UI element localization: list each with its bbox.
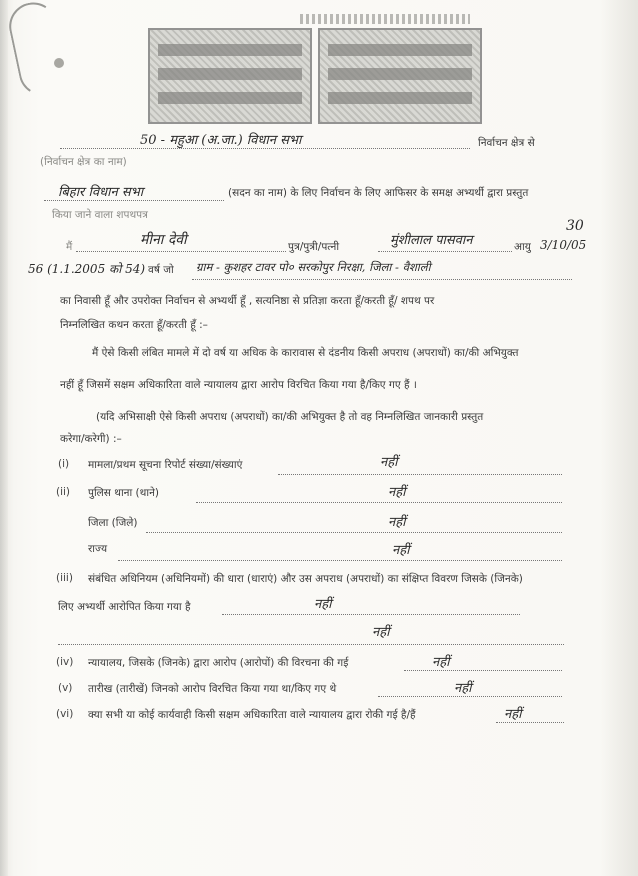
age-label: आयु xyxy=(514,241,531,253)
item-dotline xyxy=(118,560,562,561)
item-answer: नहीं xyxy=(504,707,522,722)
item-label: मामला/प्रथम सूचना रिपोर्ट संख्या/संख्याएं xyxy=(88,459,243,471)
stamp-header-strip xyxy=(300,14,470,24)
residence-oath-line: का निवासी हूँ और उपरोक्त निर्वाचन से अभ्यर्थी हूँ , सत्यनिष्ठा से प्रतिज्ञा करता हूँ/करती हूँ/ शपथ पर xyxy=(60,295,435,307)
item-label: क्या सभी या कोई कार्यवाही किसी सक्षम अधिकारिता वाले न्यायालय द्वारा रोकी गई है/हैं xyxy=(88,709,416,721)
clause2-line1: (यदि अभिसाक्षी ऐसे किसी अपराध (अपराधों) का/की अभियुक्त है तो वह निम्नलिखित जानकारी प्रस्तुत xyxy=(96,411,484,423)
item-number: (v) xyxy=(58,682,73,694)
item-dotline xyxy=(196,502,562,503)
revenue-stamp-left xyxy=(148,28,312,124)
item-number: (ii) xyxy=(56,486,71,498)
item-label: संबंधित अधिनियम (अधिनियमों) की धारा (धाराएं) और उस अपराध (अपराधों) का संक्षिप्त विवरण जिसके (जिनके) xyxy=(88,573,523,585)
constituency-dotline xyxy=(60,148,470,149)
clause1-line2: नहीं हूँ जिसमें सक्षम अधिकारिता वाले न्यायालय द्वारा आरोप विरचित किया गया है/किए गए हैं । xyxy=(60,379,417,391)
punch-hole xyxy=(54,58,64,68)
age-value: 56 (1.1.2005 को 54) xyxy=(28,262,146,276)
candidate-name-dotline xyxy=(76,251,286,252)
house-entry: बिहार विधान सभा xyxy=(58,185,144,200)
item-answer: नहीं xyxy=(388,515,406,530)
relation-label: पुत्र/पुत्री/पत्नी xyxy=(288,241,340,253)
item-answer: नहीं xyxy=(314,597,332,612)
item-answer: नहीं xyxy=(454,681,472,696)
candidate-name: मीना देवी xyxy=(140,232,187,248)
address-dotline xyxy=(192,279,572,280)
item-dotline xyxy=(404,670,562,671)
paper-edge xyxy=(0,0,8,876)
candidate-prefix: मैं xyxy=(66,241,73,253)
item-number: (iv) xyxy=(56,656,74,668)
statement-intro: निम्नलिखित कथन करता हूँ/करती हूँ :– xyxy=(60,319,208,331)
house-line: (सदन का नाम) के लिए निर्वाचन के लिए आफिसर के समक्ष अभ्यर्थी द्वारा प्रस्तुत xyxy=(228,187,529,199)
constituency-caption: (निर्वाचन क्षेत्र का नाम) xyxy=(40,156,127,168)
item-label: पुलिस थाना (थाने) xyxy=(88,487,160,499)
item-answer: नहीं xyxy=(380,455,398,470)
item-dotline xyxy=(146,532,562,533)
item-number: (i) xyxy=(58,458,70,470)
address-entry: ग्राम - कुशहर टावर पो० सरकोपुर निरक्षा, जिला - वैशाली xyxy=(196,260,431,274)
item-answer: नहीं xyxy=(392,543,410,558)
item-label: लिए अभ्यर्थी आरोपित किया गया है xyxy=(58,601,191,613)
house-dotline xyxy=(44,200,224,201)
item-dotline xyxy=(378,696,562,697)
item-answer: नहीं xyxy=(388,485,406,500)
affidavit-caption: किया जाने वाला शपथपत्र xyxy=(52,209,148,221)
item-number: (iii) xyxy=(56,572,73,584)
item-answer: नहीं xyxy=(372,625,390,640)
age-note: 30 xyxy=(566,218,584,234)
item-label: तारीख (तारीखें) जिनको आरोप विरचित किया गया था/किए गए थे xyxy=(88,683,337,695)
item-dotline xyxy=(222,614,520,615)
age-suffix: वर्ष जो xyxy=(148,264,174,276)
item-label: न्यायालय, जिसके (जिनके) द्वारा आरोप (आरोपों) की विरचना की गई xyxy=(88,657,349,669)
revenue-stamp-right xyxy=(318,28,482,124)
item-dotline xyxy=(496,722,564,723)
constituency-suffix: निर्वाचन क्षेत्र से xyxy=(478,137,535,149)
relative-name: मुंशीलाल पासवान xyxy=(390,233,473,248)
date-note: 3/10/05 xyxy=(540,238,587,252)
item-dotline xyxy=(58,644,564,645)
item-number: (vi) xyxy=(56,708,74,720)
constituency-entry: 50 - महुआ (अ.जा.) विधान सभा xyxy=(140,133,302,148)
relative-name-dotline xyxy=(378,251,512,252)
clause2-line2: करेगा/करेगी) :– xyxy=(60,433,122,445)
item-label: जिला (जिले) xyxy=(88,517,138,529)
item-answer: नहीं xyxy=(432,655,450,670)
clause1-line1: मैं ऐसे किसी लंबित मामले में दो वर्ष या अधिक के कारावास से दंडनीय किसी अपराध (अपराधों) का/की अभियुक्त xyxy=(92,347,519,359)
item-dotline xyxy=(278,474,562,475)
binding-string xyxy=(5,0,71,100)
item-label: राज्य xyxy=(88,543,108,555)
